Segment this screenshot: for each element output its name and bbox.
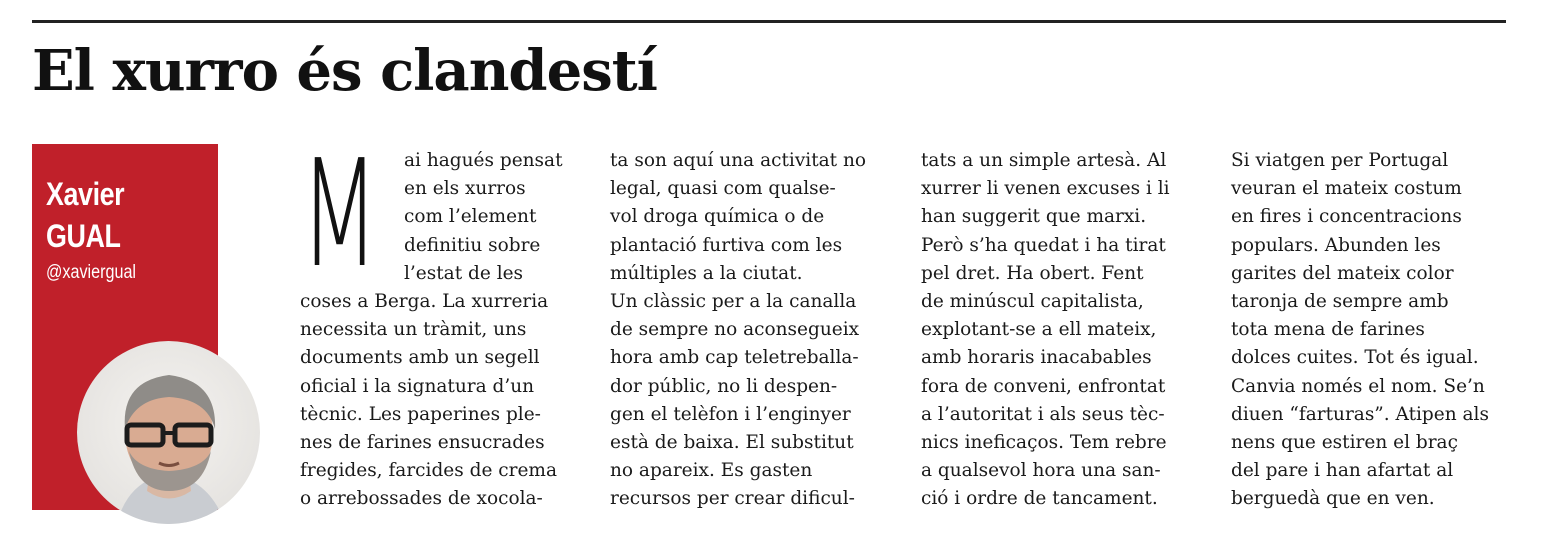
top-rule — [32, 20, 1506, 23]
article-line: documents amb un segell — [300, 347, 540, 369]
article-line: tats a un simple artesà. Al — [921, 150, 1167, 171]
article-line: dor públic, no li despen- — [610, 375, 838, 397]
article-line: tècnic. Les paperines ple- — [300, 403, 541, 425]
article-column-3 — [921, 147, 1203, 513]
article-line: Canvia només el nom. Se’n — [1231, 375, 1485, 397]
article-line: legal, quasi com qualse- — [610, 178, 836, 200]
author-handle: @xaviergual — [46, 262, 137, 283]
article-line: tota mena de farines — [1231, 319, 1425, 341]
article-line: Però s’ha quedat i ha tirat — [921, 234, 1166, 256]
article-line: del pare i han afartat al — [1231, 460, 1454, 482]
article-line: fora de conveni, enfrontat — [921, 375, 1166, 397]
article-line: a qualsevol hora una san- — [921, 460, 1161, 482]
headline: El xurro és clandestí — [32, 38, 657, 104]
article-line: de sempre no aconsegueix — [610, 319, 860, 341]
article-line: amb horaris inacabables — [921, 347, 1152, 369]
article-line: recursos per crear dificul- — [610, 488, 855, 510]
author-last-name: GUAL — [46, 218, 121, 254]
article-line: l’estat de les — [404, 262, 524, 284]
article-line: berguedà que en ven. — [1231, 488, 1435, 510]
article-line: taronja de sempre amb — [1231, 290, 1449, 312]
author-portrait-icon — [77, 341, 260, 524]
article-line: com l’element — [404, 206, 537, 228]
article-line: Un clàssic per a la canalla — [610, 290, 857, 312]
article-line: en fires i concentracions — [1231, 206, 1462, 228]
article-line: populars. Abunden les — [1231, 234, 1441, 256]
article-line: està de baixa. El substitut — [610, 431, 854, 453]
article-line: coses a Berga. La xurreria — [300, 290, 549, 312]
article-line: o arrebossades de xocola- — [300, 488, 543, 510]
article-line: nens que estiren el braç — [1231, 431, 1458, 453]
article-line: definitiu sobre — [404, 234, 541, 256]
article-line: veuran el mateix costum — [1231, 178, 1462, 200]
article-line: fregides, farcides de crema — [300, 460, 558, 482]
article-column-1 — [300, 128, 582, 513]
article-line: han suggerit que marxi. — [921, 206, 1147, 228]
article-line: diuen “farturas”. Atipen als — [1231, 403, 1489, 425]
article-line: vol droga química o de — [610, 206, 825, 228]
article-line: hora amb cap teletreballa- — [610, 347, 859, 369]
article-line: gen el telèfon i l’enginyer — [610, 403, 851, 425]
article-line: xurrer li venen excuses i li — [921, 178, 1170, 200]
article-line: no apareix. Es gasten — [610, 460, 813, 482]
article-column-4 — [1231, 147, 1513, 513]
article-line: nes de farines ensucrades — [300, 431, 545, 453]
article-line: necessita un tràmit, uns — [300, 319, 527, 341]
author-avatar — [77, 341, 260, 524]
article-line: a l’autoritat i als seus tèc- — [921, 403, 1165, 425]
article-line: explotant-se a ell mateix, — [921, 319, 1157, 341]
author-first-name: Xavier — [46, 176, 125, 212]
article-line: ta son aquí una activitat no — [610, 150, 867, 171]
article-column-2 — [610, 147, 892, 513]
article-line: en els xurros — [404, 178, 526, 200]
article-line: ai hagués pensat — [404, 150, 563, 171]
article-line: ció i ordre de tancament. — [921, 488, 1158, 510]
article-line: oficial i la signatura d’un — [300, 375, 535, 397]
article-line: pel dret. Ha obert. Fent — [921, 262, 1144, 284]
article-line: garites del mateix color — [1231, 262, 1454, 284]
article-line: múltiples a la ciutat. — [610, 262, 803, 284]
dropcap: M — [300, 128, 380, 300]
article-line: plantació furtiva com les — [610, 234, 843, 256]
article-line: de minúscul capitalista, — [921, 290, 1144, 312]
article-line: Si viatgen per Portugal — [1231, 150, 1449, 171]
article-line: dolces cuites. Tot és igual. — [1231, 347, 1479, 369]
article-line: nics ineficaços. Tem rebre — [921, 431, 1167, 453]
